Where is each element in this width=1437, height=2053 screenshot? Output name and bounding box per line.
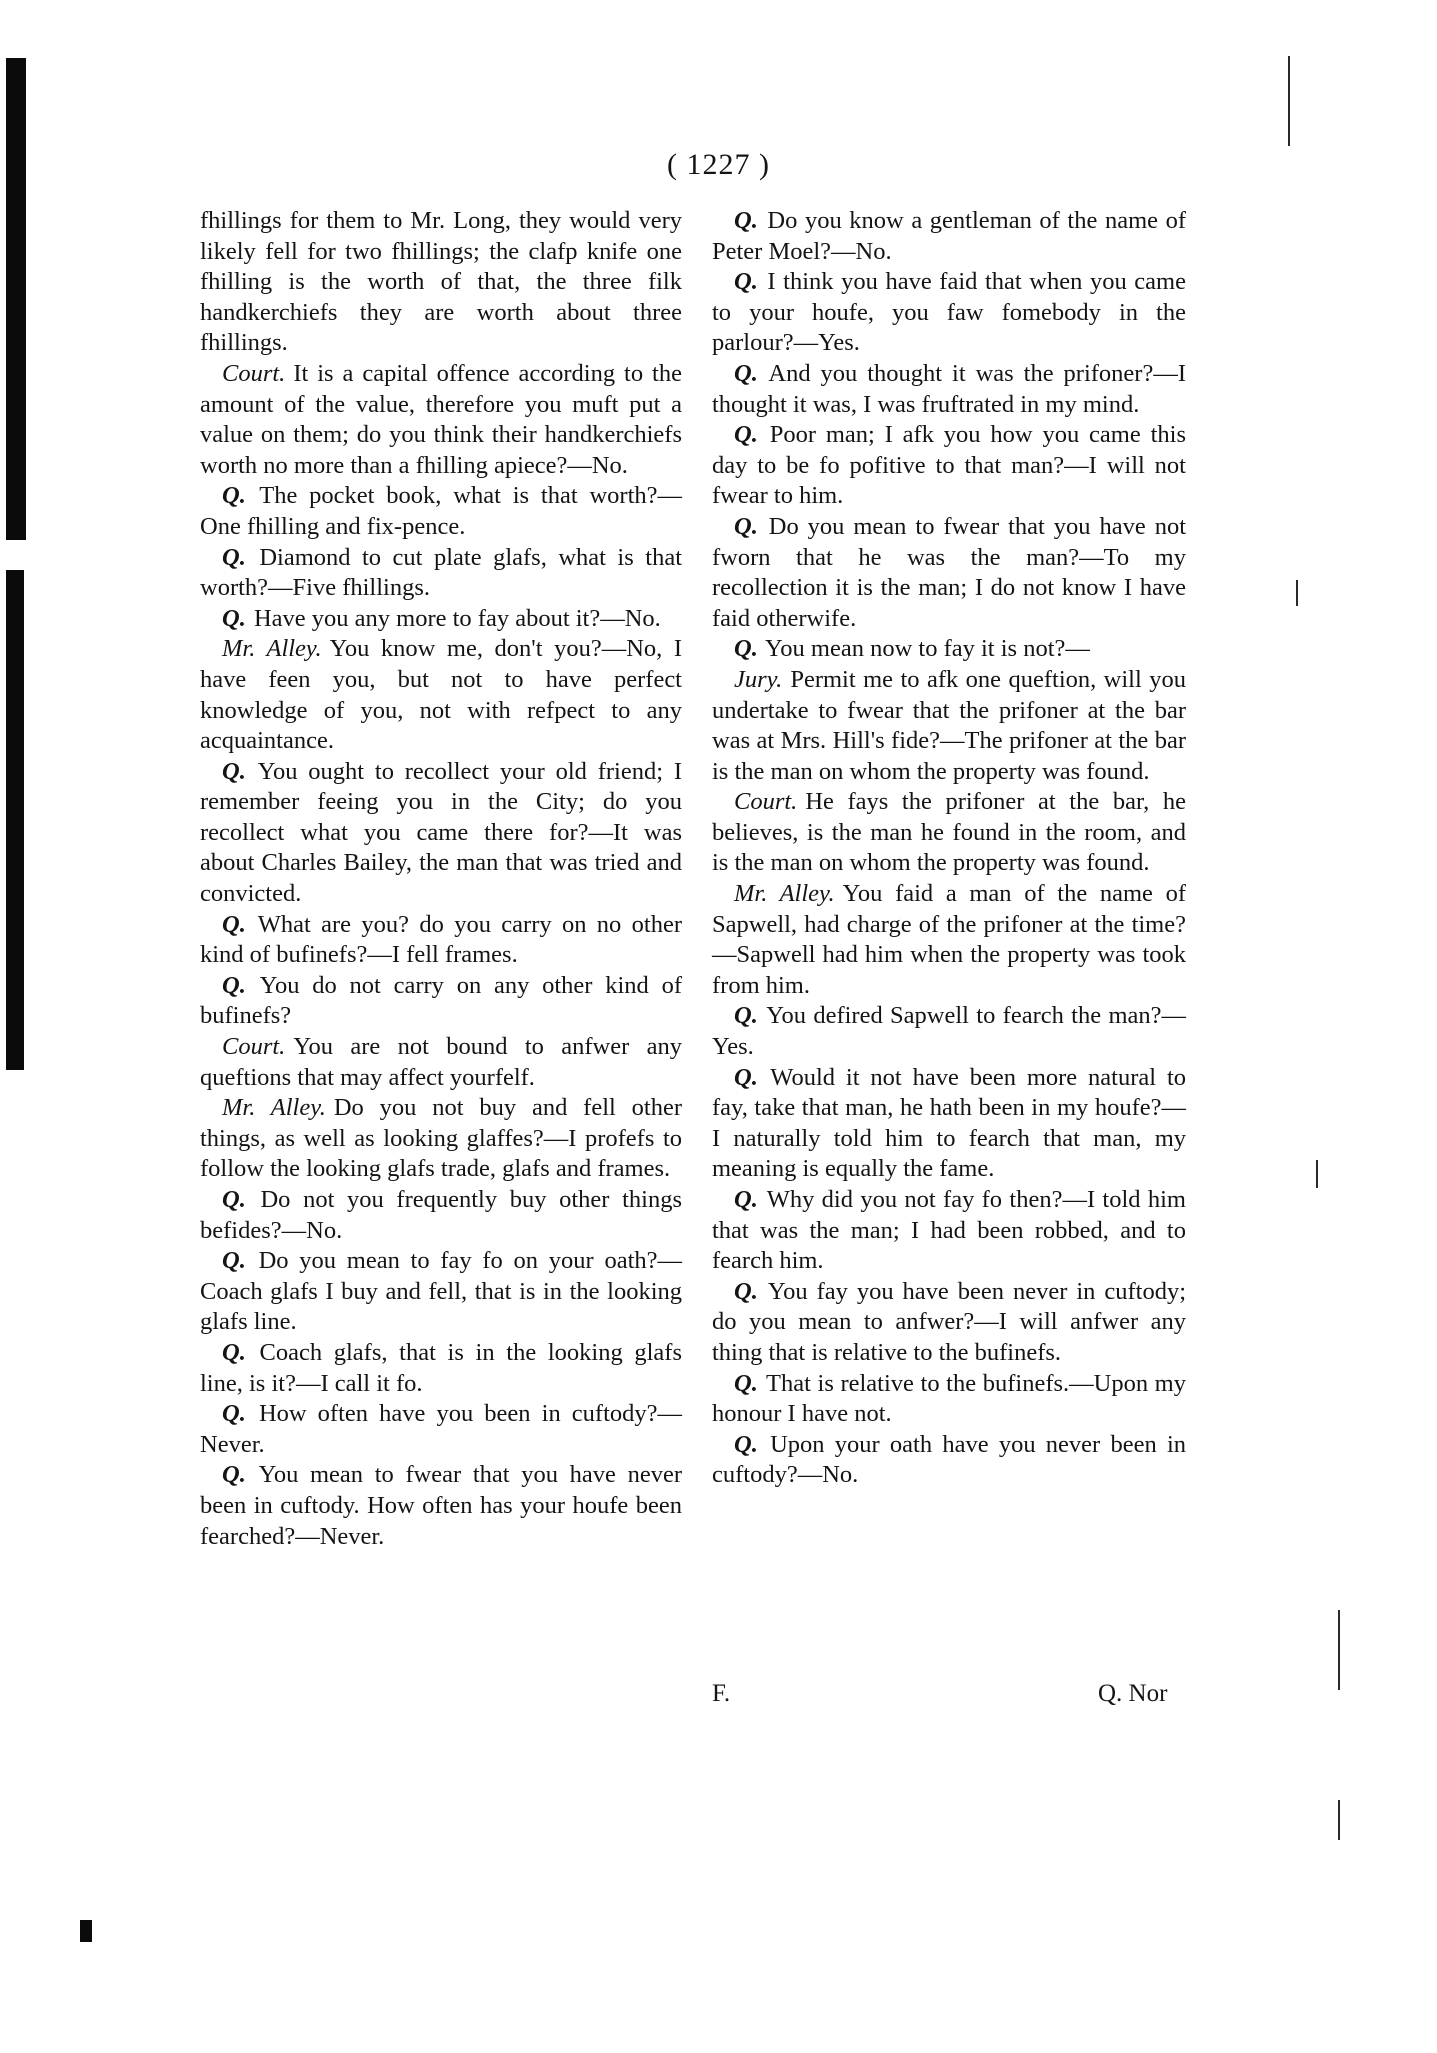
paragraph-text: You do not carry on any other kind of bufinefs? [200,971,682,1030]
paragraph-text: You are not bound to anfwer any queftions that may affect yourfelf. [200,1033,682,1091]
paragraph-text: Do you mean to fwear that you have not fworn that he was the man?—To my recollection it is the man; I do not know I have faid otherwife. [712,512,1187,632]
question-mark-q: Q. [734,1369,758,1397]
paragraph [200,1338,682,1399]
paragraph-text: You know me, don't you?—No, I have feen you, but not to have perfect knowledge of you, not with refpect to any acquaintance. [200,635,683,755]
paragraph [712,206,1186,267]
question-mark-q: Q. [734,359,758,387]
speaker-label: Mr. Alley. [734,880,835,908]
speaker-label: Court. [222,359,286,387]
speaker-label: Mr. Alley. [222,635,322,663]
question-mark-q: Q. [222,482,246,510]
paragraph-text: You faid a man of the name of Sapwell, had charge of the prifoner at the time?—Sapwell had him when the property was took from him. [712,880,1186,999]
question-mark-q: Q. [734,1063,758,1091]
paragraph [200,757,682,910]
question-mark-q: Q. [734,1002,758,1030]
paragraph [712,512,1186,634]
paragraph-text: Why did you not fay fo then?—I told him that was the man; I had been robbed, and to fearch him. [712,1186,1186,1275]
paragraph [712,665,1186,787]
paragraph-text: Do you not buy and fell other things, as well as looking glaffes?—I profefs to follow the looking glafs trade, glafs and frames. [200,1094,682,1183]
paragraph-text: I think you have faid that when you came to your houfe, you faw fomebody in the parlour?—Yes. [712,268,1186,357]
paragraph [712,1001,1186,1062]
paragraph [200,1185,682,1246]
question-mark-q: Q. [222,757,246,785]
question-mark-q: Q. [734,512,758,540]
question-mark-q: Q. [222,1186,246,1213]
paragraph [712,879,1186,1001]
paragraph [200,1246,682,1338]
paragraph [712,267,1186,359]
question-mark-q: Q. [222,604,246,632]
scan-speck [1338,1800,1340,1840]
paragraph-text: Diamond to cut plate glafs, what is that worth?—Five fhillings. [200,543,683,602]
paragraph [712,1277,1186,1369]
paragraph [200,971,682,1032]
question-mark-q: Q. [734,268,758,296]
speaker-label: Mr. Alley. [222,1094,326,1122]
paragraph [200,634,682,756]
right-column [712,206,1186,1491]
paragraph-text: You mean now to fay it is not?— [765,635,1090,663]
question-mark-q: Q. [734,1277,758,1305]
paragraph-text: Poor man; I afk you how you came this day to be fo pofitive to that man?—I will not fwear to him. [712,421,1186,510]
scan-edge-mark-bottom [80,1920,92,1942]
paragraph-text: And you thought it was the prifoner?—I thought it was, I was fruftrated in my mind. [712,359,1186,418]
speaker-label: Court. [734,788,798,816]
paragraph [712,359,1186,420]
paragraph [200,543,682,604]
scan-speck [1296,580,1298,606]
paragraph-text: Do you know a gentleman of the name of Peter Moel?—No. [712,207,1187,265]
left-column [200,206,682,1552]
question-mark-q: Q. [734,635,758,663]
paragraph-text: Would it not have been more natural to fay, take that man, he hath been in my houfe?—I naturally told him to fearch that man, my meaning is equally the fame. [712,1063,1187,1183]
scan-speck [1316,1160,1318,1188]
paragraph [712,1430,1186,1491]
scan-speck [1338,1610,1340,1690]
scan-edge-bar-middle [6,570,24,1070]
scan-speck [1288,56,1290,146]
paragraph-text: You fay you have been never in cuftody; do you mean to anfwer?—I will anfwer any thing that is relative to the bufinefs. [712,1277,1186,1366]
paragraph-text: Do you mean to fay fo on your oath?—Coach glafs I buy and fell, that is in the looking glafs line. [200,1247,682,1336]
paragraph-text: You ought to recollect your old friend; I remember feeing you in the City; do you recollect what you came there for?—It was about Charles Bailey, the man that was tried and convicted. [200,757,682,908]
question-mark-q: Q. [222,910,246,938]
paragraph-text: The pocket book, what is that worth?—One fhilling and fix-pence. [200,482,683,540]
paragraph [200,481,682,542]
paragraph [712,1369,1186,1430]
paragraph [200,1093,682,1185]
paragraph [200,604,682,635]
question-mark-q: Q. [734,421,758,449]
paragraph [712,1063,1186,1185]
paragraph-text: Upon your oath have you never been in cuftody?—No. [712,1430,1187,1489]
question-mark-q: Q. [222,543,246,571]
paragraph [712,787,1186,879]
question-mark-q: Q. [734,1430,758,1458]
paragraph-text: How often have you been in cuftody?—Never. [200,1400,683,1458]
paragraph-text: Do not you frequently buy other things befides?—No. [200,1186,683,1244]
scan-edge-bar-top [6,58,26,540]
paragraph [200,359,682,481]
paragraph [200,1032,682,1093]
question-mark-q: Q. [734,1186,758,1213]
paragraph [200,206,682,359]
paragraph [712,1185,1186,1277]
paragraph-text: He fays the prifoner at the bar, he believes, is the man he found in the room, and is the man on whom the property was found. [712,788,1186,877]
question-mark-q: Q. [222,1461,246,1489]
question-mark-q: Q. [222,1338,246,1366]
paragraph-text: You mean to fwear that you have never been in cuftody. How often has your houfe been fearched?—Never. [200,1461,682,1550]
paragraph-text: What are you? do you carry on no other kind of bufinefs?—I fell frames. [200,910,682,969]
catchword: Q. Nor [1098,1680,1168,1707]
question-mark-q: Q. [222,1247,246,1275]
paragraph-text: Coach glafs, that is in the looking glafs line, is it?—I call it fo. [200,1338,683,1397]
question-mark-q: Q. [222,1400,246,1428]
paragraph-text: Permit me to afk one queftion, will you undertake to fwear that the prifoner at the bar was at Mrs. Hill's fide?—The prifoner at the bar is the man on whom the property was found. [712,665,1186,785]
question-mark-q: Q. [734,207,758,234]
paragraph [712,420,1186,512]
paragraph-text: Have you any more to fay about it?—No. [253,604,661,632]
question-mark-q: Q. [222,971,246,999]
speaker-label: Jury. [734,665,783,693]
signature-mark: F. [712,1680,731,1707]
paragraph [200,910,682,971]
paragraph-text: It is a capital offence according to the amount of the value, therefore you muft put a value on them; do you think their handkerchiefs worth no more than a fhilling apiece?—No. [200,359,682,479]
paragraph [200,1460,682,1552]
paragraph [712,634,1186,665]
paragraph [200,1399,682,1460]
page-number: ( 1227 ) [667,148,770,181]
paragraph-text: You defired Sapwell to fearch the man?—Yes. [712,1002,1186,1061]
paragraph-text: fhillings for them to Mr. Long, they would very likely fell for two fhillings; the clafp knife one fhilling is the worth of that, the three filk handkerchiefs they are worth about three fhillings. [200,207,682,357]
speaker-label: Court. [222,1033,286,1061]
paragraph-text: That is relative to the bufinefs.—Upon my honour I have not. [712,1369,1186,1428]
